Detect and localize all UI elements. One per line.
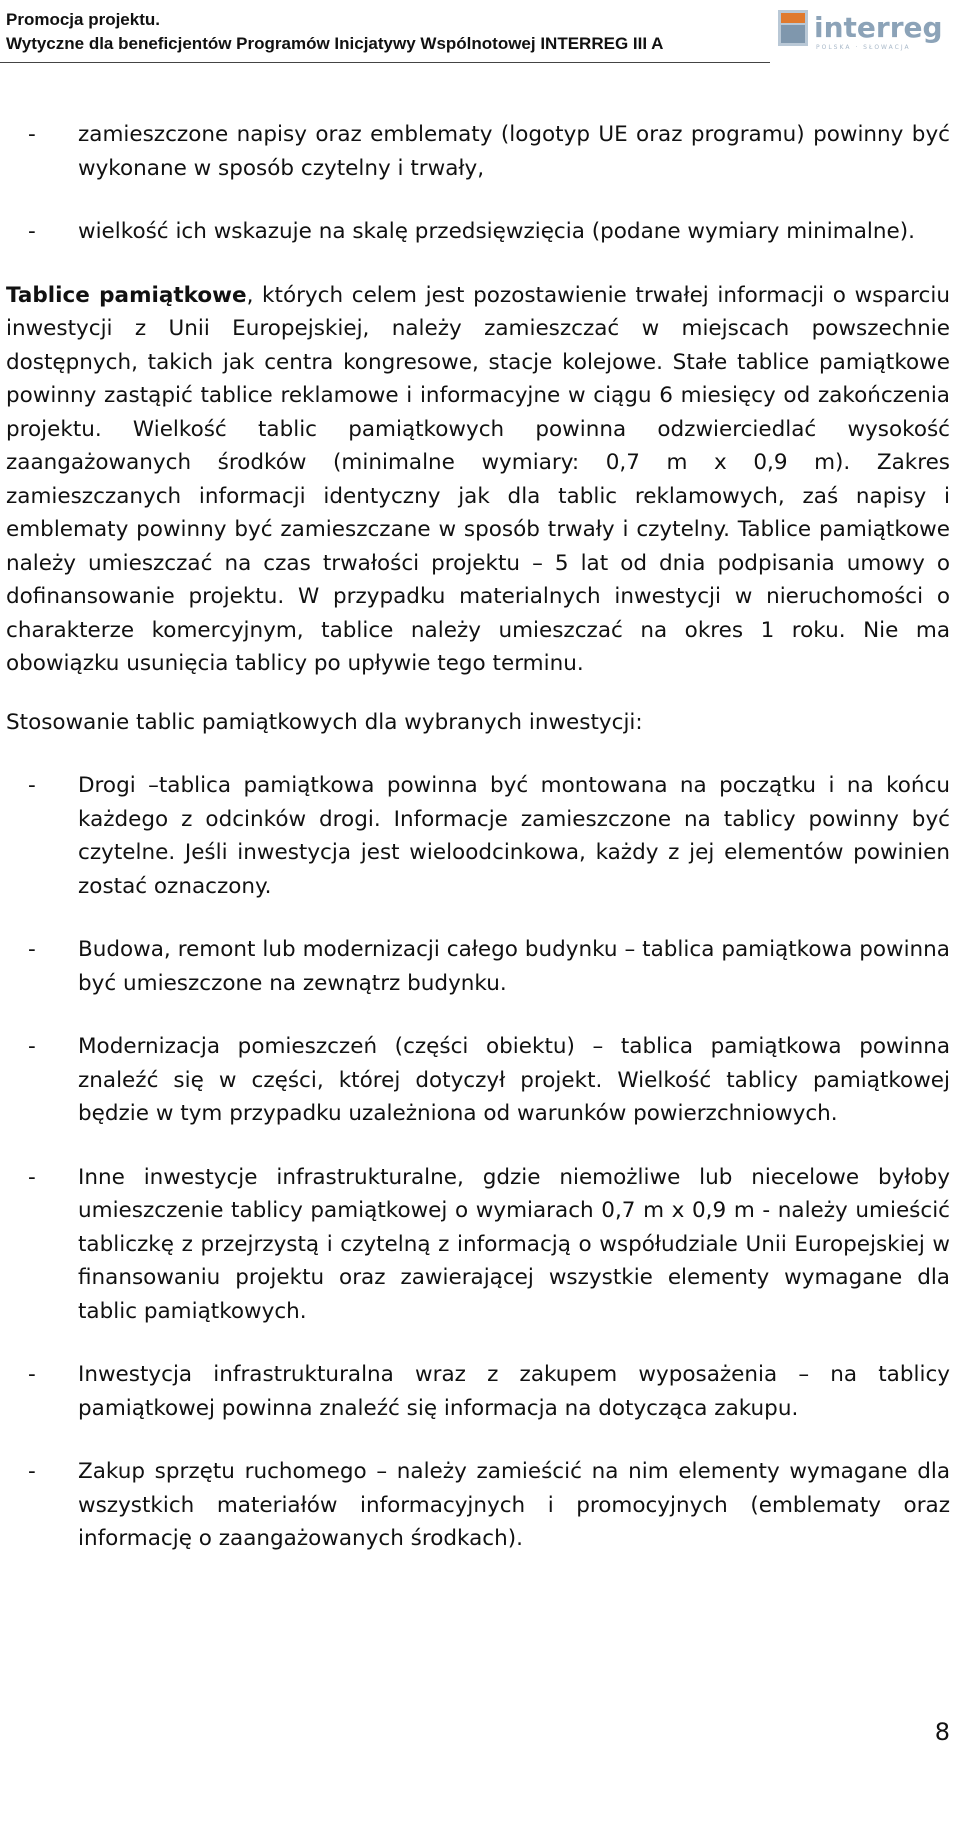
page-header bbox=[0, 0, 960, 70]
paragraph-bold-lead: Tablice pamiątkowe bbox=[6, 282, 247, 308]
list-item bbox=[6, 1161, 950, 1329]
interreg-logo bbox=[772, 6, 956, 52]
bullet-dash: - bbox=[28, 773, 36, 798]
list-item-text: Drogi –tablica pamiątkowa powinna być montowana na początku i na końcu każdego z odcinków drogi. Informacje zamieszczone na tablicy powinny być czytelne. Jeśli inwestycja jest wieloodcinkowa, każdy z jej elementów powinien zostać oznaczony. bbox=[78, 773, 950, 899]
list-item bbox=[6, 215, 950, 249]
list-item bbox=[6, 1455, 950, 1556]
header-divider bbox=[0, 62, 770, 63]
bullet-dash: - bbox=[28, 122, 36, 147]
header-title bbox=[6, 8, 663, 56]
bullet-dash: - bbox=[28, 937, 36, 962]
list-item-text: Zakup sprzętu ruchomego – należy zamieścić na nim elementy wymagane dla wszystkich materiałów informacyjnych i promocyjnych (emblematy oraz informację o zaangażowanych środkach). bbox=[78, 1459, 950, 1551]
list-item bbox=[6, 769, 950, 903]
paragraph-tablice bbox=[6, 279, 950, 681]
bullet-dash: - bbox=[28, 219, 36, 244]
bullet-dash: - bbox=[28, 1362, 36, 1387]
list-item-text: wielkość ich wskazuje na skalę przedsięwzięcia (podane wymiary minimalne). bbox=[78, 219, 915, 244]
bullet-dash: - bbox=[28, 1459, 36, 1484]
list-item bbox=[6, 118, 950, 185]
list-item-text: zamieszczone napisy oraz emblematy (logotyp UE oraz programu) powinny być wykonane w sposób czytelny i trwały, bbox=[78, 122, 950, 181]
list-item-text: Inwestycja infrastrukturalna wraz z zakupem wyposażenia – na tablicy pamiątkowej powinna znaleźć się informacja na dotycząca zakupu. bbox=[78, 1362, 950, 1421]
list-item-text: Inne inwestycje infrastrukturalne, gdzie niemożliwe lub niecelowe byłoby umieszczenie tablicy pamiątkowej o wymiarach 0,7 m x 0,9 m - należy umieścić tabliczkę z przejrzystą i czytelną z informacją o współudziale Unii Europejskiej w finansowaniu projektu oraz zawierającej wszystkie elementy wymagane dla tablic pamiątkowych. bbox=[78, 1164, 950, 1324]
list-item-text: Modernizacja pomieszczeń (części obiektu) – tablica pamiątkowa powinna znaleźć się w części, której dotyczył projekt. Wielkość tablicy pamiątkowej będzie w tym przypadku uzależniona od warunków powierzchniowych. bbox=[78, 1034, 950, 1126]
header-line-1: Promocja projektu. bbox=[6, 10, 160, 29]
bullet-dash: - bbox=[28, 1164, 36, 1190]
list-item bbox=[6, 1358, 950, 1425]
logo-text: interreg bbox=[814, 11, 943, 44]
header-line-2: Wytyczne dla beneficjentów Programów Inicjatywy Wspólnotowej INTERREG III A bbox=[6, 34, 664, 53]
section-heading: Stosowanie tablic pamiątkowych dla wybranych inwestycji: bbox=[6, 709, 643, 735]
paragraph-text: , których celem jest pozostawienie trwałej informacji o wsparciu inwestycji z Unii Europejskiej, należy zamieszczać w miejscach powszechnie dostępnych, takich jak centra kongresowe, stacje kolejowe. Stałe tablice pamiątkowe powinny zastąpić tablice reklamowe i informacyjne w ciągu 6 miesięcy od zakończenia projektu. Wielkość tablic pamiątkowych powinna odzwierciedlać wysokość zaangażowanych środków (minimalne wymiary: 0,7 m x 0,9 m). Zakres zamieszczanych informacji identyczny jak dla tablic reklamowych, zaś napisy i emblematy powinny być zamieszczane w sposób trwały i czytelny. Tablice pamiątkowe należy umieszczać na czas trwałości projektu – 5 lat od dnia podpisania umowy o dofinansowanie projektu. W przypadku materialnych inwestycji w nieruchomości o charakterze komercyjnym, tablice należy umieszczać na okres 1 roku. Nie ma obowiązku usunięcia tablicy po upływie tego terminu. bbox=[6, 282, 950, 676]
list-item bbox=[6, 1030, 950, 1131]
list-item bbox=[6, 933, 950, 1000]
bullet-dash: - bbox=[28, 1034, 36, 1059]
logo-subtext: POLSKA · SŁOWACJA bbox=[816, 44, 911, 51]
page-number: 8 bbox=[934, 1718, 950, 1746]
document-body bbox=[6, 118, 950, 1556]
list-item-text: Budowa, remont lub modernizacji całego budynku – tablica pamiątkowa powinna być umieszczone na zewnątrz budynku. bbox=[78, 937, 950, 996]
